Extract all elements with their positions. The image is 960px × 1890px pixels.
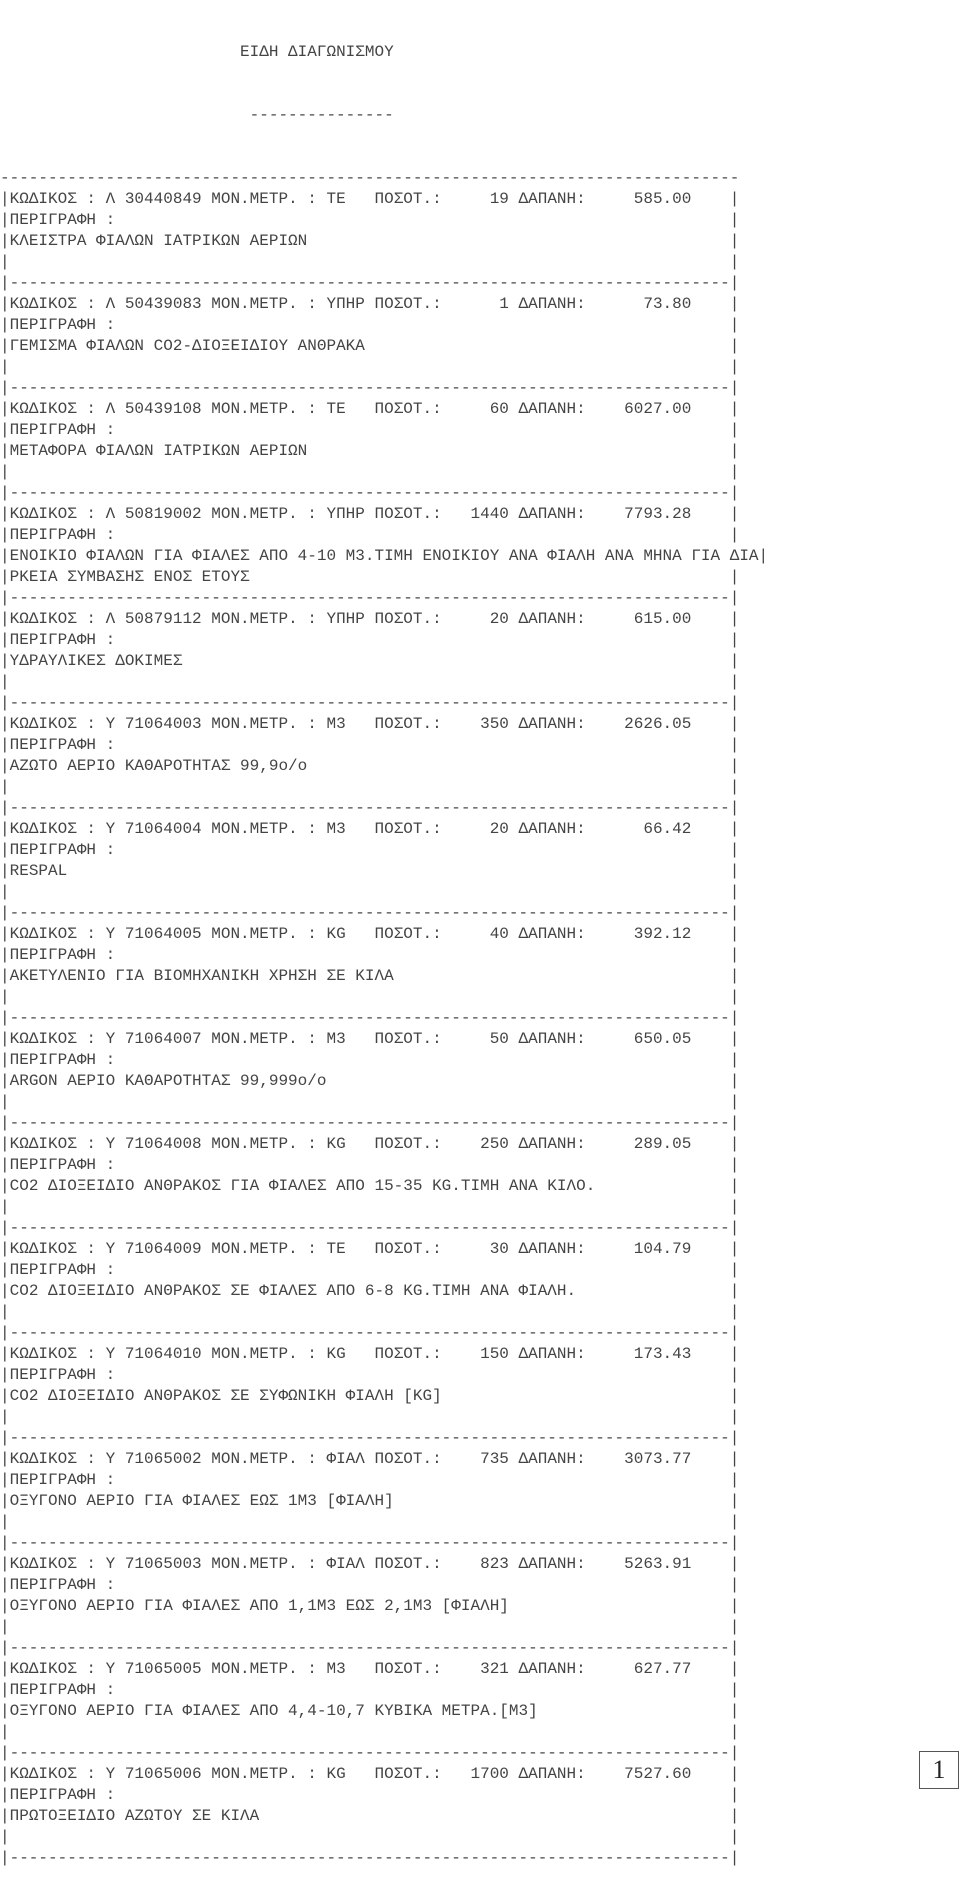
item-description: |ΕΝΟΙΚΙΟ ΦΙΑΛΩΝ ΓΙΑ ΦΙΑΛΕΣ ΑΠΟ 4-10 Μ3.ΤΙΜΗ ΕΝΟΙΚΙΟΥ ΑΝΑ ΦΙΑΛΗ ΑΝΑ ΜΗΝΑ ΓΙΑ ΔΙΑ| [0,547,769,565]
item-header-row: |ΚΩΔΙΚΟΣ : Υ 71064008 ΜΟΝ.ΜΕΤΡ. : KG ΠΟΣΟΤ.: 250 ΔΑΠΑΝΗ: 289.05 | [0,1135,740,1153]
description-label: |ΠΕΡΙΓΡΑΦΗ : | [0,1681,740,1699]
blank-row: | | [0,778,740,796]
description-label: |ΠΕΡΙΓΡΑΦΗ : | [0,526,740,544]
blank-row: | | [0,1093,740,1111]
page-title-line [0,42,960,63]
quantity-label: ΠΟΣΟΤ.: [374,1345,452,1363]
code-label: ΚΩΔΙΚΟΣ : [9,1240,106,1258]
row-separator: |---------------------------------------------------------------------------| [0,1114,740,1132]
item-cost: 585.00 [595,190,692,208]
unit-label: ΜΟΝ.ΜΕΤΡ. : [211,925,327,943]
item-quantity: 1 [451,295,509,313]
description-label: |ΠΕΡΙΓΡΑΦΗ : | [0,841,740,859]
item-header-row: |ΚΩΔΙΚΟΣ : Υ 71065006 ΜΟΝ.ΜΕΤΡ. : KG ΠΟΣΟΤ.: 1700 ΔΑΠΑΝΗ: 7527.60 | [0,1765,740,1783]
item-unit: KG [326,925,375,943]
quantity-label: ΠΟΣΟΤ.: [374,190,452,208]
item-unit: Μ3 [326,1030,375,1048]
item-description: |ΟΞΥΓΟΝΟ ΑΕΡΙΟ ΓΙΑ ΦΙΑΛΕΣ ΕΩΣ 1Μ3 [ΦΙΑΛΗ] | [0,1492,740,1510]
item-description: |ΚΛΕΙΣΤΡΑ ΦΙΑΛΩΝ ΙΑΤΡΙΚΩΝ ΑΕΡΙΩΝ | [0,232,740,250]
item-code: Υ 71064003 [105,715,212,733]
item-unit: KG [326,1135,375,1153]
cost-label: ΔΑΠΑΝΗ: [508,820,596,838]
item-description: |ARGON ΑΕΡΙΟ ΚΑΘΑΡΟΤΗΤΑΣ 99,999ο/ο | [0,1072,740,1090]
code-label: ΚΩΔΙΚΟΣ : [9,925,106,943]
row-separator: |---------------------------------------------------------------------------| [0,1324,740,1342]
row-separator: |---------------------------------------------------------------------------| [0,1639,740,1657]
item-header-row: |ΚΩΔΙΚΟΣ : Λ 50819002 ΜΟΝ.ΜΕΤΡ. : ΥΠΗΡ ΠΟΣΟΤ.: 1440 ΔΑΠΑΝΗ: 7793.28 | [0,505,740,523]
description-label: |ΠΕΡΙΓΡΑΦΗ : | [0,316,740,334]
item-header-row: |ΚΩΔΙΚΟΣ : Υ 71064009 ΜΟΝ.ΜΕΤΡ. : ΤΕ ΠΟΣΟΤ.: 30 ΔΑΠΑΝΗ: 104.79 | [0,1240,740,1258]
item-description-text: ΜΕΤΑΦΟΡΑ ΦΙΑΛΩΝ ΙΑΤΡΙΚΩΝ ΑΕΡΙΩΝ [9,442,308,460]
item-cost: 6027.00 [595,400,692,418]
item-description-text: ΟΞΥΓΟΝΟ ΑΕΡΙΟ ΓΙΑ ΦΙΑΛΕΣ ΕΩΣ 1Μ3 [ΦΙΑΛΗ] [9,1492,394,1510]
item-description-text: ΚΛΕΙΣΤΡΑ ΦΙΑΛΩΝ ΙΑΤΡΙΚΩΝ ΑΕΡΙΩΝ [9,232,308,250]
code-label: ΚΩΔΙΚΟΣ : [9,190,106,208]
item-quantity: 50 [451,1030,509,1048]
row-separator: |---------------------------------------------------------------------------| [0,1849,740,1867]
item-cost: 2626.05 [595,715,692,733]
item-unit: Μ3 [326,820,375,838]
item-code: Λ 50819002 [105,505,212,523]
cost-label: ΔΑΠΑΝΗ: [508,190,596,208]
item-description-text: ΥΔΡΑΥΛΙΚΕΣ ΔΟΚΙΜΕΣ [9,652,183,670]
code-label: ΚΩΔΙΚΟΣ : [9,1135,106,1153]
item-code: Υ 71065002 [105,1450,212,1468]
code-label: ΚΩΔΙΚΟΣ : [9,295,106,313]
item-code: Λ 50879112 [105,610,212,628]
row-separator: |---------------------------------------------------------------------------| [0,589,740,607]
row-separator: |---------------------------------------------------------------------------| [0,484,740,502]
blank-row: | | [0,1723,740,1741]
blank-row: | | [0,253,740,271]
unit-label: ΜΟΝ.ΜΕΤΡ. : [211,820,327,838]
unit-label: ΜΟΝ.ΜΕΤΡ. : [211,1135,327,1153]
item-cost: 627.77 [595,1660,692,1678]
description-label-text: ΠΕΡΙΓΡΑΦΗ : [9,1681,116,1699]
item-description: |CO2 ΔΙΟΞΕΙΔΙΟ ΑΝΘΡΑΚΟΣ ΓΙΑ ΦΙΑΛΕΣ ΑΠΟ 15-35 KG.ΤΙΜΗ ΑΝΑ ΚΙΛΟ. | [0,1177,740,1195]
description-label-text: ΠΕΡΙΓΡΑΦΗ : [9,1786,116,1804]
item-description-text: ΡΚΕΙΑ ΣΥΜΒΑΣΗΣ ΕΝΟΣ ΕΤΟΥΣ [9,568,250,586]
item-cost: 289.05 [595,1135,692,1153]
item-code: Λ 50439108 [105,400,212,418]
item-description-text: ΟΞΥΓΟΝΟ ΑΕΡΙΟ ΓΙΑ ΦΙΑΛΕΣ ΑΠΟ 4,4-10,7 ΚΥΒΙΚΑ ΜΕΤΡΑ.[Μ3] [9,1702,538,1720]
code-label: ΚΩΔΙΚΟΣ : [9,1450,106,1468]
code-label: ΚΩΔΙΚΟΣ : [9,400,106,418]
unit-label: ΜΟΝ.ΜΕΤΡ. : [211,295,327,313]
item-cost: 173.43 [595,1345,692,1363]
row-separator: |---------------------------------------------------------------------------| [0,799,740,817]
item-description-text: ARGON ΑΕΡΙΟ ΚΑΘΑΡΟΤΗΤΑΣ 99,999ο/ο [9,1072,327,1090]
item-header-row: |ΚΩΔΙΚΟΣ : Υ 71065003 ΜΟΝ.ΜΕΤΡ. : ΦΙΑΛ ΠΟΣΟΤ.: 823 ΔΑΠΑΝΗ: 5263.91 | [0,1555,740,1573]
item-cost: 5263.91 [595,1555,692,1573]
blank-row: | | [0,673,740,691]
quantity-label: ΠΟΣΟΤ.: [374,1240,452,1258]
item-quantity: 1700 [451,1765,509,1783]
blank-row: | | [0,463,740,481]
item-cost: 7793.28 [595,505,692,523]
cost-label: ΔΑΠΑΝΗ: [508,1660,596,1678]
cost-label: ΔΑΠΑΝΗ: [508,610,596,628]
description-label: |ΠΕΡΙΓΡΑΦΗ : | [0,1051,740,1069]
table-top-border: ----------------------------------------------------------------------------- [0,169,740,187]
item-quantity: 1440 [451,505,509,523]
item-unit: ΤΕ [326,190,375,208]
item-quantity: 823 [451,1555,509,1573]
item-quantity: 19 [451,190,509,208]
row-separator: |---------------------------------------------------------------------------| [0,1429,740,1447]
item-code: Υ 71064007 [105,1030,212,1048]
quantity-label: ΠΟΣΟΤ.: [374,820,452,838]
item-cost: 3073.77 [595,1450,692,1468]
item-description-text: CO2 ΔΙΟΞΕΙΔΙΟ ΑΝΘΡΑΚΟΣ ΣΕ ΦΙΑΛΕΣ ΑΠΟ 6-8 KG.ΤΙΜΗ ΑΝΑ ΦΙΑΛΗ. [9,1282,577,1300]
item-header-row: |ΚΩΔΙΚΟΣ : Λ 50879112 ΜΟΝ.ΜΕΤΡ. : ΥΠΗΡ ΠΟΣΟΤ.: 20 ΔΑΠΑΝΗ: 615.00 | [0,610,740,628]
item-cost: 104.79 [595,1240,692,1258]
blank-row: | | [0,1828,740,1846]
code-label: ΚΩΔΙΚΟΣ : [9,820,106,838]
item-quantity: 350 [451,715,509,733]
item-code: Υ 71065006 [105,1765,212,1783]
unit-label: ΜΟΝ.ΜΕΤΡ. : [211,1660,327,1678]
item-unit: KG [326,1765,375,1783]
item-code: Υ 71065003 [105,1555,212,1573]
quantity-label: ΠΟΣΟΤ.: [374,1660,452,1678]
description-label-text: ΠΕΡΙΓΡΑΦΗ : [9,1156,116,1174]
item-cost: 73.80 [595,295,692,313]
unit-label: ΜΟΝ.ΜΕΤΡ. : [211,1450,327,1468]
quantity-label: ΠΟΣΟΤ.: [374,295,452,313]
cost-label: ΔΑΠΑΝΗ: [508,1555,596,1573]
code-label: ΚΩΔΙΚΟΣ : [9,1030,106,1048]
item-header-row: |ΚΩΔΙΚΟΣ : Λ 50439083 ΜΟΝ.ΜΕΤΡ. : ΥΠΗΡ ΠΟΣΟΤ.: 1 ΔΑΠΑΝΗ: 73.80 | [0,295,740,313]
item-quantity: 30 [451,1240,509,1258]
item-description-text: ΑΚΕΤΥΛΕΝΙΟ ΓΙΑ ΒΙΟΜΗΧΑΝΙΚΗ ΧΡΗΣΗ ΣΕ ΚΙΛΑ [9,967,394,985]
blank-row: | | [0,1198,740,1216]
item-description-text: CO2 ΔΙΟΞΕΙΔΙΟ ΑΝΘΡΑΚΟΣ ΓΙΑ ΦΙΑΛΕΣ ΑΠΟ 15-35 KG.ΤΙΜΗ ΑΝΑ ΚΙΛΟ. [9,1177,596,1195]
item-unit: ΦΙΑΛ [326,1450,375,1468]
description-label-text: ΠΕΡΙΓΡΑΦΗ : [9,526,116,544]
item-description: |ΟΞΥΓΟΝΟ ΑΕΡΙΟ ΓΙΑ ΦΙΑΛΕΣ ΑΠΟ 4,4-10,7 ΚΥΒΙΚΑ ΜΕΤΡΑ.[Μ3] | [0,1702,740,1720]
description-label-text: ΠΕΡΙΓΡΑΦΗ : [9,946,116,964]
quantity-label: ΠΟΣΟΤ.: [374,1030,452,1048]
item-code: Υ 71064004 [105,820,212,838]
item-quantity: 40 [451,925,509,943]
cost-label: ΔΑΠΑΝΗ: [508,1450,596,1468]
item-header-row: |ΚΩΔΙΚΟΣ : Υ 71064004 ΜΟΝ.ΜΕΤΡ. : Μ3 ΠΟΣΟΤ.: 20 ΔΑΠΑΝΗ: 66.42 | [0,820,740,838]
items-list [0,168,960,1869]
cost-label: ΔΑΠΑΝΗ: [508,1030,596,1048]
code-label: ΚΩΔΙΚΟΣ : [9,1555,106,1573]
cost-label: ΔΑΠΑΝΗ: [508,1135,596,1153]
item-code: Υ 71065005 [105,1660,212,1678]
description-label: |ΠΕΡΙΓΡΑΦΗ : | [0,1366,740,1384]
item-description: |ΑΖΩΤΟ ΑΕΡΙΟ ΚΑΘΑΡΟΤΗΤΑΣ 99,9ο/ο | [0,757,740,775]
unit-label: ΜΟΝ.ΜΕΤΡ. : [211,1555,327,1573]
cost-label: ΔΑΠΑΝΗ: [508,1345,596,1363]
cost-label: ΔΑΠΑΝΗ: [508,505,596,523]
item-header-row: |ΚΩΔΙΚΟΣ : Υ 71065002 ΜΟΝ.ΜΕΤΡ. : ΦΙΑΛ ΠΟΣΟΤ.: 735 ΔΑΠΑΝΗ: 3073.77 | [0,1450,740,1468]
item-description: |ΟΞΥΓΟΝΟ ΑΕΡΙΟ ΓΙΑ ΦΙΑΛΕΣ ΑΠΟ 1,1Μ3 ΕΩΣ 2,1Μ3 [ΦΙΑΛΗ] | [0,1597,740,1615]
description-label-text: ΠΕΡΙΓΡΑΦΗ : [9,421,116,439]
blank-row: | | [0,1618,740,1636]
row-separator: |---------------------------------------------------------------------------| [0,1219,740,1237]
item-description-text: CO2 ΔΙΟΞΕΙΔΙΟ ΑΝΘΡΑΚΟΣ ΣΕ ΣΥΦΩΝΙΚΗ ΦΙΑΛΗ [KG] [9,1387,442,1405]
code-label: ΚΩΔΙΚΟΣ : [9,1660,106,1678]
cost-label: ΔΑΠΑΝΗ: [508,400,596,418]
item-unit: Μ3 [326,715,375,733]
item-description-text: RESPAL [9,862,68,880]
code-label: ΚΩΔΙΚΟΣ : [9,1345,106,1363]
description-label: |ΠΕΡΙΓΡΑΦΗ : | [0,946,740,964]
blank-row: | | [0,883,740,901]
page-number: 1 [919,1751,959,1789]
description-label: |ΠΕΡΙΓΡΑΦΗ : | [0,1786,740,1804]
description-label-text: ΠΕΡΙΓΡΑΦΗ : [9,1576,116,1594]
description-label-text: ΠΕΡΙΓΡΑΦΗ : [9,841,116,859]
item-unit: ΥΠΗΡ [326,295,375,313]
quantity-label: ΠΟΣΟΤ.: [374,925,452,943]
item-cost: 7527.60 [595,1765,692,1783]
quantity-label: ΠΟΣΟΤ.: [374,505,452,523]
description-label-text: ΠΕΡΙΓΡΑΦΗ : [9,1471,116,1489]
row-separator: |---------------------------------------------------------------------------| [0,274,740,292]
code-label: ΚΩΔΙΚΟΣ : [9,1765,106,1783]
item-code: Υ 71064008 [105,1135,212,1153]
item-header-row: |ΚΩΔΙΚΟΣ : Υ 71064007 ΜΟΝ.ΜΕΤΡ. : Μ3 ΠΟΣΟΤ.: 50 ΔΑΠΑΝΗ: 650.05 | [0,1030,740,1048]
description-label-text: ΠΕΡΙΓΡΑΦΗ : [9,631,116,649]
cost-label: ΔΑΠΑΝΗ: [508,295,596,313]
blank-row: | | [0,358,740,376]
item-description-text: ΑΖΩΤΟ ΑΕΡΙΟ ΚΑΘΑΡΟΤΗΤΑΣ 99,9ο/ο [9,757,308,775]
description-label-text: ΠΕΡΙΓΡΑΦΗ : [9,211,116,229]
item-code: Λ 50439083 [105,295,212,313]
item-header-row: |ΚΩΔΙΚΟΣ : Υ 71064010 ΜΟΝ.ΜΕΤΡ. : KG ΠΟΣΟΤ.: 150 ΔΑΠΑΝΗ: 173.43 | [0,1345,740,1363]
item-description-text: ΠΡΩΤΟΞΕΙΔΙΟ ΑΖΩΤΟΥ ΣΕ ΚΙΛΑ [9,1807,260,1825]
unit-label: ΜΟΝ.ΜΕΤΡ. : [211,505,327,523]
item-unit: ΤΕ [326,1240,375,1258]
quantity-label: ΠΟΣΟΤ.: [374,610,452,628]
blank-row: | | [0,1408,740,1426]
item-description: |ΜΕΤΑΦΟΡΑ ΦΙΑΛΩΝ ΙΑΤΡΙΚΩΝ ΑΕΡΙΩΝ | [0,442,740,460]
item-unit: ΥΠΗΡ [326,610,375,628]
item-quantity: 60 [451,400,509,418]
cost-label: ΔΑΠΑΝΗ: [508,1765,596,1783]
item-unit: Μ3 [326,1660,375,1678]
item-header-row: |ΚΩΔΙΚΟΣ : Υ 71064005 ΜΟΝ.ΜΕΤΡ. : KG ΠΟΣΟΤ.: 40 ΔΑΠΑΝΗ: 392.12 | [0,925,740,943]
quantity-label: ΠΟΣΟΤ.: [374,400,452,418]
code-label: ΚΩΔΙΚΟΣ : [9,505,106,523]
code-label: ΚΩΔΙΚΟΣ : [9,715,106,733]
description-label: |ΠΕΡΙΓΡΑΦΗ : | [0,211,740,229]
item-code: Υ 71064005 [105,925,212,943]
item-unit: KG [326,1345,375,1363]
description-label-text: ΠΕΡΙΓΡΑΦΗ : [9,1051,116,1069]
cost-label: ΔΑΠΑΝΗ: [508,715,596,733]
page-title: ΕΙΔΗ ΔΙΑΓΩΝΙΣΜΟΥ [240,43,394,61]
blank-row: | | [0,988,740,1006]
item-header-row: |ΚΩΔΙΚΟΣ : Λ 30440849 ΜΟΝ.ΜΕΤΡ. : ΤΕ ΠΟΣΟΤ.: 19 ΔΑΠΑΝΗ: 585.00 | [0,190,740,208]
description-label: |ΠΕΡΙΓΡΑΦΗ : | [0,1471,740,1489]
unit-label: ΜΟΝ.ΜΕΤΡ. : [211,1030,327,1048]
item-description: |ΥΔΡΑΥΛΙΚΕΣ ΔΟΚΙΜΕΣ | [0,652,740,670]
quantity-label: ΠΟΣΟΤ.: [374,1765,452,1783]
blank-row: | | [0,1303,740,1321]
description-label: |ΠΕΡΙΓΡΑΦΗ : | [0,631,740,649]
item-quantity: 150 [451,1345,509,1363]
item-header-row: |ΚΩΔΙΚΟΣ : Υ 71064003 ΜΟΝ.ΜΕΤΡ. : Μ3 ΠΟΣΟΤ.: 350 ΔΑΠΑΝΗ: 2626.05 | [0,715,740,733]
blank-row: | | [0,1513,740,1531]
description-label: |ΠΕΡΙΓΡΑΦΗ : | [0,1156,740,1174]
title-underline-line [0,105,960,126]
item-description: |ΡΚΕΙΑ ΣΥΜΒΑΣΗΣ ΕΝΟΣ ΕΤΟΥΣ | [0,568,740,586]
item-header-row: |ΚΩΔΙΚΟΣ : Λ 50439108 ΜΟΝ.ΜΕΤΡ. : ΤΕ ΠΟΣΟΤ.: 60 ΔΑΠΑΝΗ: 6027.00 | [0,400,740,418]
item-unit: ΤΕ [326,400,375,418]
description-label-text: ΠΕΡΙΓΡΑΦΗ : [9,736,116,754]
item-header-row: |ΚΩΔΙΚΟΣ : Υ 71065005 ΜΟΝ.ΜΕΤΡ. : Μ3 ΠΟΣΟΤ.: 321 ΔΑΠΑΝΗ: 627.77 | [0,1660,740,1678]
description-label-text: ΠΕΡΙΓΡΑΦΗ : [9,1261,116,1279]
item-quantity: 20 [451,610,509,628]
item-unit: ΥΠΗΡ [326,505,375,523]
item-description-text: ΕΝΟΙΚΙΟ ΦΙΑΛΩΝ ΓΙΑ ΦΙΑΛΕΣ ΑΠΟ 4-10 Μ3.ΤΙΜΗ ΕΝΟΙΚΙΟΥ ΑΝΑ ΦΙΑΛΗ ΑΝΑ ΜΗΝΑ ΓΙΑ ΔΙΑ [9,547,759,565]
item-description: |ΠΡΩΤΟΞΕΙΔΙΟ ΑΖΩΤΟΥ ΣΕ ΚΙΛΑ | [0,1807,740,1825]
row-separator: |---------------------------------------------------------------------------| [0,694,740,712]
item-cost: 392.12 [595,925,692,943]
unit-label: ΜΟΝ.ΜΕΤΡ. : [211,1345,327,1363]
item-cost: 615.00 [595,610,692,628]
item-description: |RESPAL | [0,862,740,880]
quantity-label: ΠΟΣΟΤ.: [374,1135,452,1153]
item-cost: 650.05 [595,1030,692,1048]
row-separator: |---------------------------------------------------------------------------| [0,904,740,922]
description-label: |ΠΕΡΙΓΡΑΦΗ : | [0,421,740,439]
description-label: |ΠΕΡΙΓΡΑΦΗ : | [0,1261,740,1279]
item-description: |CO2 ΔΙΟΞΕΙΔΙΟ ΑΝΘΡΑΚΟΣ ΣΕ ΣΥΦΩΝΙΚΗ ΦΙΑΛΗ [KG] | [0,1387,740,1405]
item-code: Υ 71064009 [105,1240,212,1258]
unit-label: ΜΟΝ.ΜΕΤΡ. : [211,400,327,418]
quantity-label: ΠΟΣΟΤ.: [374,715,452,733]
row-separator: |---------------------------------------------------------------------------| [0,379,740,397]
unit-label: ΜΟΝ.ΜΕΤΡ. : [211,1765,327,1783]
title-underline: --------------- [249,106,394,124]
item-cost: 66.42 [595,820,692,838]
cost-label: ΔΑΠΑΝΗ: [508,925,596,943]
item-quantity: 20 [451,820,509,838]
row-separator: |---------------------------------------------------------------------------| [0,1009,740,1027]
cost-label: ΔΑΠΑΝΗ: [508,1240,596,1258]
item-description: |ΑΚΕΤΥΛΕΝΙΟ ΓΙΑ ΒΙΟΜΗΧΑΝΙΚΗ ΧΡΗΣΗ ΣΕ ΚΙΛΑ | [0,967,740,985]
unit-label: ΜΟΝ.ΜΕΤΡ. : [211,610,327,628]
description-label: |ΠΕΡΙΓΡΑΦΗ : | [0,1576,740,1594]
item-quantity: 250 [451,1135,509,1153]
item-code: Λ 30440849 [105,190,212,208]
quantity-label: ΠΟΣΟΤ.: [374,1555,452,1573]
unit-label: ΜΟΝ.ΜΕΤΡ. : [211,1240,327,1258]
item-code: Υ 71064010 [105,1345,212,1363]
unit-label: ΜΟΝ.ΜΕΤΡ. : [211,715,327,733]
code-label: ΚΩΔΙΚΟΣ : [9,610,106,628]
description-label-text: ΠΕΡΙΓΡΑΦΗ : [9,316,116,334]
item-description: |ΓΕΜΙΣΜΑ ΦΙΑΛΩΝ CO2-ΔΙΟΞΕΙΔΙΟΥ ΑΝΘΡΑΚΑ | [0,337,740,355]
description-label-text: ΠΕΡΙΓΡΑΦΗ : [9,1366,116,1384]
description-label: |ΠΕΡΙΓΡΑΦΗ : | [0,736,740,754]
item-unit: ΦΙΑΛ [326,1555,375,1573]
item-quantity: 735 [451,1450,509,1468]
item-quantity: 321 [451,1660,509,1678]
unit-label: ΜΟΝ.ΜΕΤΡ. : [211,190,327,208]
item-description-text: ΓΕΜΙΣΜΑ ΦΙΑΛΩΝ CO2-ΔΙΟΞΕΙΔΙΟΥ ΑΝΘΡΑΚΑ [9,337,365,355]
item-description-text: ΟΞΥΓΟΝΟ ΑΕΡΙΟ ΓΙΑ ΦΙΑΛΕΣ ΑΠΟ 1,1Μ3 ΕΩΣ 2,1Μ3 [ΦΙΑΛΗ] [9,1597,509,1615]
row-separator: |---------------------------------------------------------------------------| [0,1744,740,1762]
item-description: |CO2 ΔΙΟΞΕΙΔΙΟ ΑΝΘΡΑΚΟΣ ΣΕ ΦΙΑΛΕΣ ΑΠΟ 6-8 KG.ΤΙΜΗ ΑΝΑ ΦΙΑΛΗ. | [0,1282,740,1300]
row-separator: |---------------------------------------------------------------------------| [0,1534,740,1552]
quantity-label: ΠΟΣΟΤ.: [374,1450,452,1468]
